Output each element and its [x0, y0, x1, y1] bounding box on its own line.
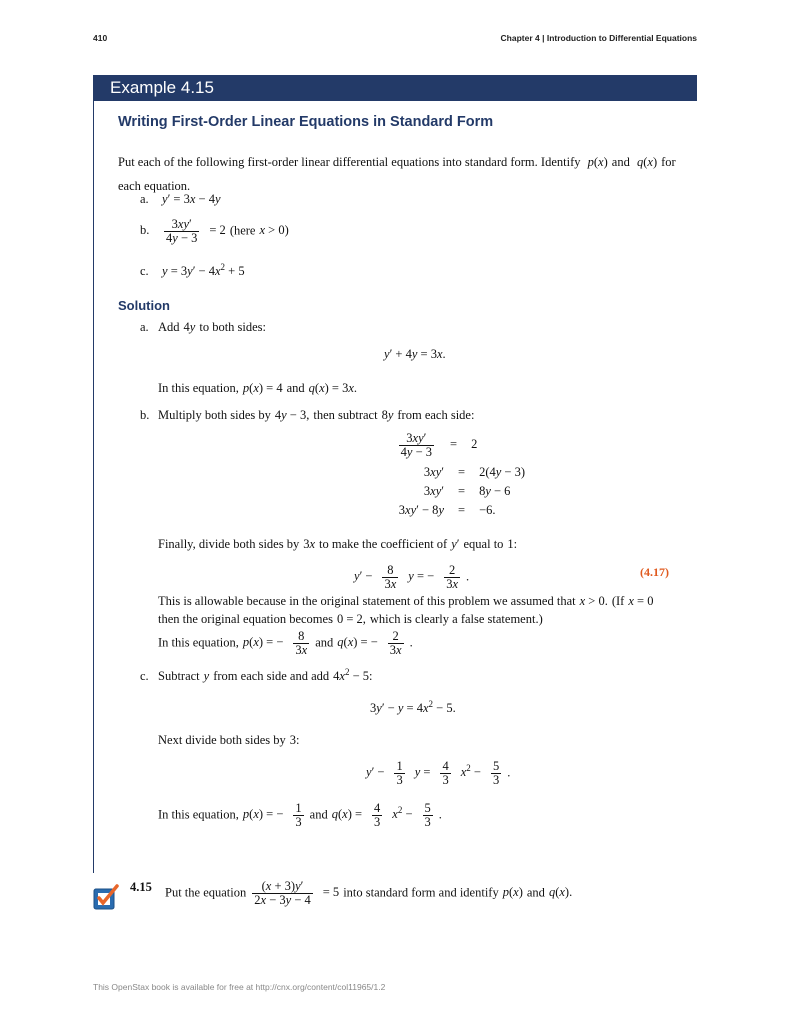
denominator: 3 — [492, 773, 500, 787]
intro-paragraph — [118, 150, 678, 198]
denominator: 2x − 3y − 4 — [254, 893, 311, 907]
numerator: 2 — [388, 630, 404, 644]
label: a. — [140, 320, 149, 334]
math: = 2 — [209, 223, 226, 238]
text: which is clearly a false statement.) — [369, 612, 543, 626]
math: $4x^2 - 5$: — [333, 667, 373, 684]
problem-a — [140, 192, 225, 207]
math: q(x). — [548, 885, 573, 900]
math: 1: — [507, 537, 518, 551]
text: and — [286, 381, 305, 395]
math: p(x) = − — [242, 807, 284, 822]
denominator: 3x — [295, 643, 308, 657]
checkpoint-text — [165, 880, 576, 907]
text: Subtract — [158, 669, 200, 684]
numerator: 8 — [382, 564, 398, 578]
solution-b-step — [140, 408, 474, 423]
fraction — [160, 218, 203, 245]
denominator: 3 — [374, 815, 381, 829]
label: b. — [140, 223, 150, 238]
numerator: (x + 3)y′ — [252, 880, 313, 894]
text: to make the coefficient of — [319, 537, 448, 551]
text: (here — [229, 223, 256, 238]
allowable-text-2 — [158, 612, 543, 627]
math: y′ + 4y = 3x. — [384, 347, 446, 361]
denominator: 3 — [442, 773, 449, 787]
example-subtitle: Writing First-Order Linear Equations in Standard Form — [118, 114, 494, 130]
problem-c — [140, 262, 249, 279]
math: 3x — [303, 537, 316, 551]
denominator: 3 — [424, 815, 431, 829]
math: $y = 3y' - 4x^2 + 5$ — [162, 262, 245, 279]
text: for each equation. — [118, 155, 676, 193]
solution-a-result — [158, 381, 361, 396]
denominator: 3 — [295, 815, 302, 829]
label: a. — [140, 192, 149, 206]
numerator: 5 — [492, 759, 500, 773]
fraction — [395, 432, 438, 459]
math: y = − — [408, 569, 435, 584]
equation — [380, 347, 450, 362]
math: p(x) — [587, 155, 608, 169]
example-title: Example 4.15 — [110, 78, 214, 97]
text: to both sides: — [199, 320, 267, 334]
math: p(x) — [502, 885, 523, 900]
equation — [362, 760, 510, 787]
math: 8y − 6 — [479, 484, 511, 498]
math: = — [450, 437, 458, 452]
text: from each side: — [397, 408, 475, 422]
finally-text — [158, 537, 521, 552]
numerator: 4 — [442, 759, 449, 773]
text: Add — [158, 320, 180, 334]
text: from each side and add — [213, 669, 330, 684]
numerator: 4 — [374, 801, 381, 815]
aligned-row — [320, 503, 500, 518]
text: Next divide both sides by — [158, 733, 286, 747]
text: . — [507, 765, 511, 780]
math: 3xy′ — [423, 465, 444, 479]
aligned-row — [320, 465, 529, 480]
math: 3: — [289, 733, 300, 747]
label: b. — [140, 408, 150, 422]
text: This is allowable because in the original statement of this problem we assumed that — [158, 594, 576, 608]
math: $x^2$ − — [392, 805, 413, 822]
math: 2 — [471, 437, 478, 452]
math: −6. — [479, 503, 496, 517]
text: . — [409, 635, 413, 650]
aligned-row — [320, 432, 481, 459]
solution-heading: Solution — [118, 298, 170, 313]
text: In this equation, — [158, 635, 239, 650]
label: c. — [140, 669, 149, 684]
math: x > 0) — [259, 223, 289, 238]
text: . — [466, 569, 470, 584]
text: into standard form and identify — [343, 885, 499, 900]
aligned-row — [320, 484, 514, 499]
math: 0 = 2, — [336, 612, 366, 626]
math: 4y — [183, 320, 196, 334]
denominator: 3x — [389, 643, 402, 657]
denominator: 4y − 3 — [400, 445, 432, 459]
math: 3xy′ − 8y — [398, 503, 444, 517]
footer: This OpenStax book is available for free at http://cnx.org/content/col11965/1.2 — [93, 982, 386, 992]
numerator: 5 — [424, 801, 431, 815]
math: p(x) = − — [242, 635, 284, 650]
text: Put each of the following first-order linear differential equations into standard form. Identify — [118, 155, 581, 169]
text: Multiply both sides by — [158, 408, 271, 422]
chapter-header: Chapter 4 | Introduction to Differential Equations — [500, 33, 697, 43]
math: = — [458, 484, 466, 498]
next-divide-text — [158, 733, 304, 748]
math: q(x) = 3x. — [308, 381, 358, 395]
example-banner — [93, 75, 697, 101]
math: $x^2$ − — [460, 763, 481, 780]
numerator: 3xy′ — [164, 218, 199, 232]
math: y′ = 3x − 4y — [162, 192, 221, 206]
equation — [366, 699, 460, 716]
math: y′ — [451, 537, 460, 551]
text: and — [309, 807, 328, 822]
text: . — [438, 807, 442, 822]
denominator: 3x — [446, 577, 459, 591]
example-border — [93, 101, 94, 873]
denominator: 3 — [396, 773, 403, 787]
math: y′ − — [366, 765, 385, 780]
math: y = — [414, 765, 431, 780]
math: $3y' - y = 4x^2 - 5$. — [370, 699, 456, 716]
checkpoint-icon — [93, 884, 119, 910]
text: Put the equation — [165, 885, 247, 900]
text: and — [315, 635, 334, 650]
math: 2(4y − 3) — [479, 465, 526, 479]
math: = — [458, 465, 466, 479]
text: and — [611, 155, 630, 169]
denominator: 3x — [384, 577, 397, 591]
numerator: 1 — [396, 759, 403, 773]
allowable-text — [158, 594, 657, 609]
text: and — [526, 885, 545, 900]
numerator: 2 — [444, 564, 460, 578]
numerator: 3xy′ — [399, 432, 434, 446]
math: y — [203, 669, 210, 684]
text: then subtract — [313, 408, 378, 422]
solution-c-result — [158, 802, 442, 829]
text: In this equation, — [158, 807, 239, 822]
math: q(x) = — [331, 807, 363, 822]
math: 3xy′ — [423, 484, 444, 498]
checkpoint-number: 4.15 — [130, 880, 152, 894]
math: q(x) = − — [337, 635, 378, 650]
problem-b — [140, 218, 293, 245]
math: = — [458, 503, 466, 517]
label: c. — [140, 264, 149, 279]
math: p(x) = 4 — [242, 381, 283, 395]
solution-b-result — [158, 630, 413, 657]
math: x > 0. — [579, 594, 608, 608]
text: Finally, divide both sides by — [158, 537, 300, 551]
solution-c-step — [140, 667, 377, 684]
text: In this equation, — [158, 381, 239, 395]
math: y′ − — [354, 569, 373, 584]
text: equal to — [463, 537, 504, 551]
math: 8y — [381, 408, 394, 422]
equation-number: (4.17) — [640, 565, 669, 579]
math: x = 0 — [628, 594, 654, 608]
denominator: 4y − 3 — [166, 231, 198, 245]
page-number: 410 — [93, 33, 108, 43]
text: (If — [611, 594, 625, 608]
math: = 5 — [322, 885, 340, 900]
numerator: 8 — [293, 630, 309, 644]
numerator: 1 — [295, 801, 302, 815]
math: q(x) — [636, 155, 658, 169]
solution-a-step — [140, 320, 266, 335]
text: then the original equation becomes — [158, 612, 333, 626]
math: 4y − 3, — [274, 408, 310, 422]
equation-4-17 — [350, 564, 469, 591]
